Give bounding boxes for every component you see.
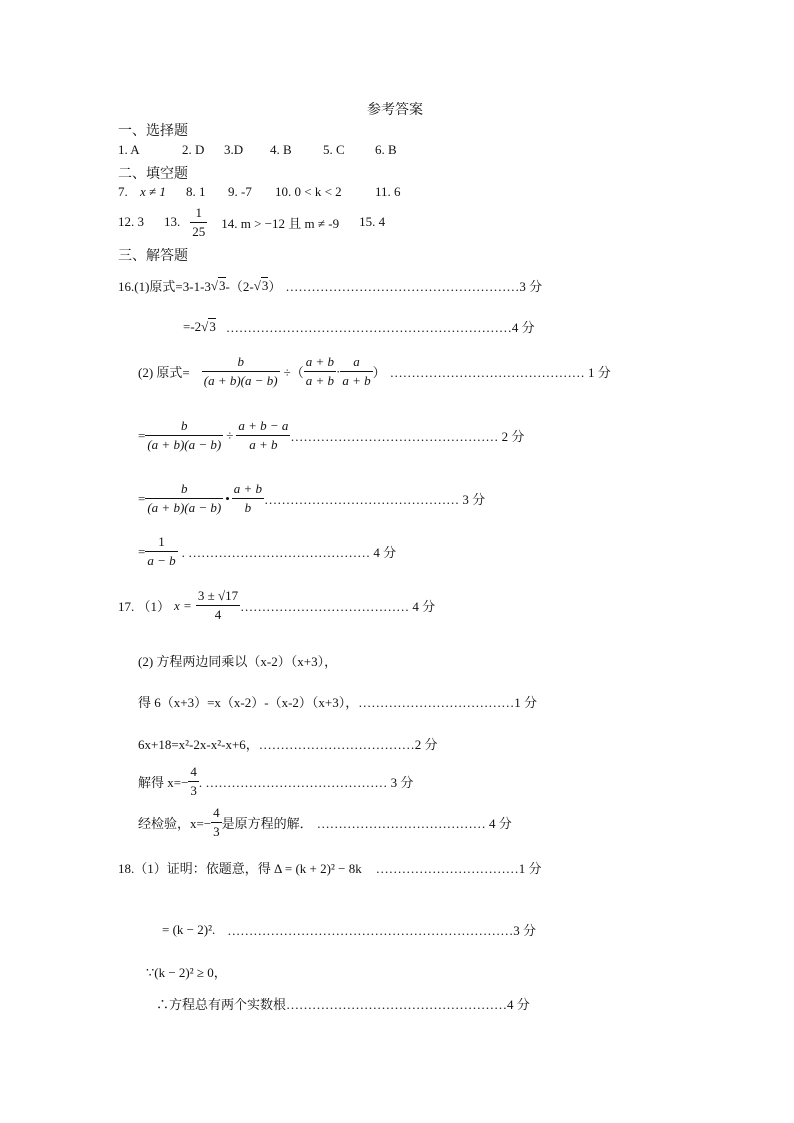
q16-result-root: 3 — [209, 319, 216, 334]
close-paren: ） — [372, 365, 386, 380]
q18-line1 — [118, 858, 541, 877]
numerator: b — [145, 417, 223, 436]
q18-score-3: ……………………………………………4 分 — [286, 997, 530, 1012]
numerator: 4 — [211, 804, 222, 823]
q13-numerator: 1 — [190, 204, 207, 223]
q9-answer: 9. -7 — [228, 184, 252, 199]
q17-part2-line4 — [138, 763, 413, 800]
q17-check-text: 是原方程的解． — [221, 816, 313, 831]
operator: · — [336, 363, 341, 379]
multiply-dot: • — [225, 490, 230, 506]
q14-answer: 14. m > −12 且 m ≠ -9 — [221, 215, 340, 231]
q17-solution-prefix: 解得 x=− — [138, 775, 189, 790]
q16-part2-line2 — [138, 417, 524, 454]
q7-answer: x ≠ 1 — [140, 184, 166, 199]
denominator: b — [244, 500, 252, 515]
fill-line-2 — [118, 202, 385, 242]
section-heading-choice: 一、选择题 — [118, 124, 188, 139]
q17-x: x = — [174, 597, 192, 613]
q16-score-2: …………………………………………………………4 分 — [225, 320, 535, 335]
q18-simplified: = (k − 2)². — [162, 921, 216, 937]
q16-part2-line3 — [138, 480, 485, 517]
q13-denominator: 25 — [192, 223, 206, 239]
fraction — [188, 763, 199, 800]
denominator: 4 — [214, 607, 222, 622]
q16-expression-mid: -（2- — [225, 279, 254, 294]
q16-part2-line4 — [138, 533, 396, 570]
fraction — [202, 353, 280, 390]
q18-score-1: ……………………………1 分 — [375, 861, 542, 876]
equals-sign: = — [138, 427, 146, 443]
q18-line4 — [156, 994, 530, 1013]
numerator: a + b − a — [236, 417, 290, 436]
section-heading-fill: 二、填空题 — [118, 167, 188, 182]
denominator: 3 — [190, 783, 197, 798]
divide-sign: ÷ — [226, 427, 234, 443]
numerator: a — [340, 353, 372, 372]
numerator: 1 — [145, 533, 177, 552]
q13-number: 13. — [164, 214, 181, 229]
equals-sign: = — [138, 543, 146, 559]
fraction — [145, 480, 223, 517]
q16-part2-score-4: . …………………………………… 4 分 — [181, 545, 397, 560]
denominator: a + b — [305, 373, 335, 388]
q11-answer: 11. 6 — [375, 184, 401, 199]
q17-score-3: . …………………………………… 3 分 — [198, 775, 414, 790]
answer-4: 4. B — [270, 142, 292, 157]
q17-score-4: ………………………………… 4 分 — [316, 816, 512, 831]
q13-fraction — [190, 204, 207, 241]
q16-part1-line2 — [183, 317, 535, 336]
section-heading-solve: 三、解答题 — [118, 249, 188, 264]
q8-answer: 8. 1 — [186, 184, 206, 199]
q16-part2-line1 — [138, 353, 611, 390]
q17-part2-line1: (2) 方程两边同乘以（x-2）（x+3）， — [138, 654, 338, 669]
q16-part2-label: (2) 原式= — [138, 365, 190, 380]
answer-2: 2. D — [182, 142, 205, 157]
denominator: a + b — [342, 373, 371, 388]
fraction — [232, 480, 264, 517]
numerator: a + b — [304, 353, 336, 372]
answer-5: 5. C — [323, 142, 345, 157]
q17-check-prefix: 经检验，x=− — [138, 816, 212, 831]
q16-part1-line1 — [118, 276, 542, 295]
fill-line-1 — [118, 184, 438, 202]
numerator: 3 ± √17 — [196, 587, 240, 606]
q12-answer: 12. 3 — [118, 214, 144, 229]
denominator: (a + b)(a − b) — [147, 500, 222, 515]
q16-root-1: 3 — [219, 278, 226, 293]
q16-root-2: 3 — [261, 278, 269, 293]
q16-result: =-2 — [183, 318, 202, 334]
numerator: 4 — [188, 763, 199, 782]
denominator: a − b — [147, 553, 176, 568]
sqrt-icon: √ — [210, 277, 219, 293]
fraction — [340, 353, 372, 390]
answer-6: 6. B — [375, 142, 397, 157]
denominator: (a + b)(a − b) — [203, 373, 278, 388]
sqrt-icon: √ — [201, 318, 209, 334]
q16-score-1: ………………………………………………3 分 — [285, 279, 543, 294]
fraction — [236, 417, 290, 454]
q18-conclusion: ∴方程总有两个实数根 — [156, 997, 287, 1012]
q17-part2-line5 — [138, 804, 512, 841]
q16-part2-score-2: ………………………………………… 2 分 — [290, 429, 525, 444]
sqrt-icon: √ — [253, 277, 261, 293]
q17-part1 — [118, 587, 435, 624]
q16-expression-end: ） — [268, 279, 282, 294]
denominator: a + b — [249, 437, 278, 452]
q10-answer: 10. 0 < k < 2 — [275, 184, 342, 199]
q18-proof: 18.（1）证明：依题意，得 Δ = (k + 2)² − 8k — [118, 861, 362, 876]
q16-part2-score-1: ……………………………………… 1 分 — [389, 365, 611, 380]
fraction — [196, 587, 240, 624]
fraction — [145, 533, 177, 570]
q7-number: 7. — [118, 184, 128, 199]
page-title: 参考答案 — [367, 103, 423, 118]
q15-answer: 15. 4 — [359, 214, 386, 229]
q16-expression: 16.(1)原式=3-1-3 — [118, 279, 211, 294]
denominator: 3 — [213, 824, 220, 839]
fraction — [304, 353, 336, 390]
q17-part2-line3: 6x+18=x²-2x-x²-x+6，………………………………2 分 — [138, 737, 438, 752]
fraction — [145, 417, 223, 454]
q18-line3: ∵(k − 2)² ≥ 0， — [146, 965, 227, 980]
fraction — [211, 804, 222, 841]
q16-part2-score-3: ……………………………………… 3 分 — [264, 492, 486, 507]
q17-score-1: ………………………………… 4 分 — [240, 599, 436, 614]
numerator: b — [202, 353, 280, 372]
answer-3: 3.D — [224, 142, 244, 157]
answer-1: 1. A — [118, 142, 140, 157]
q18-line2 — [162, 920, 536, 939]
numerator: a + b — [232, 480, 264, 499]
divide-sign: ÷（ — [283, 365, 304, 380]
equals-sign: = — [138, 490, 146, 506]
denominator: (a + b)(a − b) — [147, 437, 222, 452]
numerator: b — [145, 480, 223, 499]
q17-part2-line2: 得 6（x+3）=x（x-2）-（x-2）（x+3），………………………………1 分 — [138, 695, 537, 710]
q18-score-2: …………………………………………………………3 分 — [227, 923, 536, 938]
q17-label: 17. （1） — [118, 599, 171, 614]
